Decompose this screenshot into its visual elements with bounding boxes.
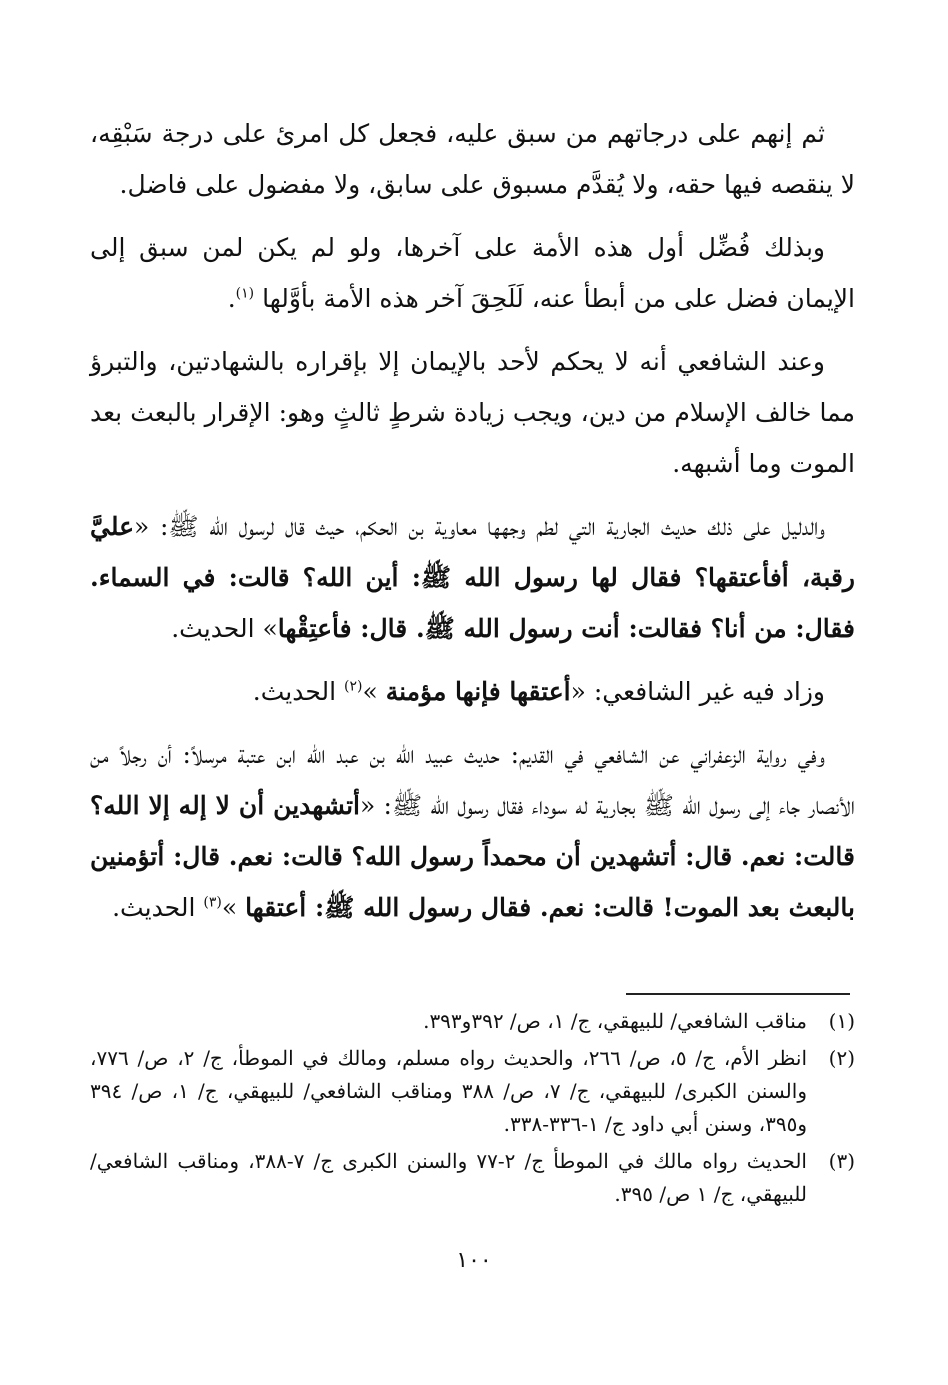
paragraph-2 [90, 222, 855, 324]
paragraph-6-mid: » [221, 893, 246, 922]
footnote-ref-2[interactable]: (٢) [343, 678, 363, 695]
paragraph-5-hadith: أعتقها فإنها مؤمنة [385, 677, 571, 706]
paragraph-5-mid: » [362, 677, 386, 706]
footnote-ref-1[interactable]: (١) [235, 285, 255, 302]
footnotes [90, 1005, 855, 1215]
page-number: ١٠٠ [456, 1248, 492, 1273]
paragraph-4-hadith: عليَّ رقبة، أفأعتقها؟ فقال لها رسول الله ﷺ: أين الله؟ قالت: في السماء. فقال: من أنا؟ فقالت: أنت رسول الله ﷺ. قال: فأعتِقْها [90, 512, 855, 643]
footnote-text: الحديث رواه مالك في الموطأ ج/ ٢-٧٧ والسنن الكبرى ج/ ٧-٣٨٨، ومناقب الشافعي/ للبيهقي، ج/ ١ ص/ ٣٩٥. [90, 1149, 807, 1206]
footnote-number: (٢) [828, 1046, 855, 1070]
paragraph-4-lead: والدليل على ذلك حديث الجارية التي لطم وجهها معاوية بن الحكم، حيث قال لرسول الله ﷺ: « [134, 512, 825, 541]
footnote-number: (١) [828, 1009, 855, 1033]
paragraph-3 [90, 336, 855, 489]
paragraph-2-text: وبذلك فُضِّل أول هذه الأمة على آخرها، ولو لم يكن لمن سبق إلى الإيمان فضل على من أبطأ عنه، لَلَحِقَ آخر هذه الأمة بأوَّلها [90, 233, 855, 313]
paragraph-3-text: وعند الشافعي أنه لا يحكم لأحد بالإيمان إلا بإقراره بالشهادتين، والتبرؤ مما خالف الإسلام من دين، ويجب زيادة شرطٍ ثالثٍ وهو: الإقرار بالبعث بعد الموت وما أشبهه. [90, 347, 855, 478]
footnote-text: انظر الأم، ج/ ٥، ص/ ٢٦٦، والحديث رواه مسلم، ومالك في الموطأ، ج/ ٢، ص/ ٧٧٦، والسنن الكبرى/ للبيهقي، ج/ ٧، ص/ ٣٨٨ ومناقب الشافعي/ للبيهقي، ج/ ١، ص/ ٣٩٤ و٣٩٥، وسنن أبي داود ج/ ١-٣٣٦-٣٣٨. [90, 1046, 807, 1136]
footnote-3 [90, 1145, 855, 1211]
paragraph-5 [90, 666, 855, 717]
paragraph-1-text: ثم إنهم على درجاتهم من سبق عليه، فجعل كل امرئ على درجة سَبْقِه، لا ينقصه فيها حقه، ولا يُقدَّم مسبوق على سابق، ولا مفضول على فاضل. [90, 119, 855, 199]
paragraph-1 [90, 108, 855, 210]
footnote-divider [626, 993, 850, 995]
paragraph-6-lead: وفي رواية الزعفراني عن الشافعي في القديم: حديث عبيد الله بن عبد الله ابن عتبة مرسلاً: أن رجلاً من الأنصار جاء إلى رسول الله ﷺ بجارية له سوداء فقال رسول الله ﷺ: « [90, 740, 855, 820]
paragraph-4 [90, 501, 855, 654]
paragraph-2-tail: . [227, 284, 236, 313]
paragraph-6-after: الحديث. [112, 893, 204, 922]
paragraph-4-after: » الحديث. [171, 614, 278, 643]
footnote-number: (٣) [828, 1149, 855, 1173]
paragraph-6-hadith: أتشهدين أن لا إله إلا الله؟ قالت: نعم. قال: أتشهدين أن محمداً رسول الله؟ قالت: نعم. قال: أتؤمنين بالبعث بعد الموت! قالت: نعم. فقال رسول الله ﷺ: أعتقها [90, 791, 855, 922]
main-text [90, 108, 855, 945]
footnote-ref-3[interactable]: (٣) [203, 894, 222, 911]
paragraph-5-lead: وزاد فيه غير الشافعي: « [570, 677, 825, 706]
paragraph-5-after: الحديث. [252, 677, 344, 706]
footnote-text: مناقب الشافعي/ للبيهقي، ج/ ١، ص/ ٣٩٢و٣٩٣. [423, 1009, 807, 1033]
footnote-2 [90, 1042, 855, 1141]
footnote-1 [90, 1005, 855, 1038]
paragraph-6 [90, 729, 855, 933]
